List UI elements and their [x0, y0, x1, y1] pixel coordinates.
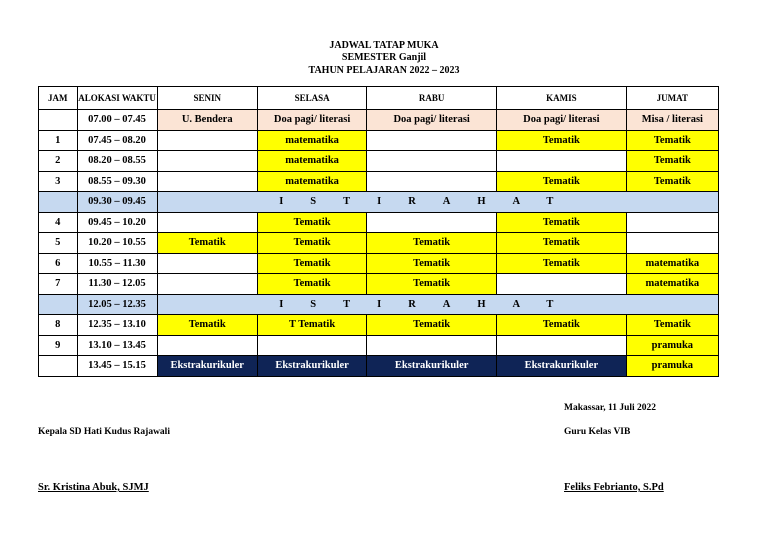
cell-waktu: 10.55 – 11.30: [77, 253, 157, 274]
cell-jam: 5: [39, 233, 78, 254]
cell-selasa: Doa pagi/ literasi: [257, 110, 366, 131]
cell-jam: 7: [39, 274, 78, 295]
cell-waktu: 09.30 – 09.45: [77, 192, 157, 213]
cell-senin: Ekstrakurikuler: [157, 356, 257, 377]
cell-kamis: Tematik: [497, 253, 627, 274]
cell-jam: 9: [39, 335, 78, 356]
cell-rabu: [367, 212, 497, 233]
cell-senin: [157, 335, 257, 356]
cell-waktu: 08.55 – 09.30: [77, 171, 157, 192]
cell-selasa: matematika: [257, 130, 366, 151]
cell-selasa: Ekstrakurikuler: [257, 356, 366, 377]
cell-kamis: [497, 151, 627, 172]
table-row: [39, 335, 719, 356]
cell-waktu: 07.00 – 07.45: [77, 110, 157, 131]
schedule-table: [38, 86, 719, 377]
cell-kamis: [497, 274, 627, 295]
cell-jumat: Tematik: [626, 151, 718, 172]
cell-jumat: [626, 233, 718, 254]
table-row: [39, 294, 719, 315]
cell-senin: [157, 212, 257, 233]
cell-waktu: 11.30 – 12.05: [77, 274, 157, 295]
cell-rabu: [367, 171, 497, 192]
cell-waktu: 13.10 – 13.45: [77, 335, 157, 356]
cell-selasa: matematika: [257, 171, 366, 192]
cell-selasa: Tematik: [257, 274, 366, 295]
cell-rabu: [367, 151, 497, 172]
cell-jam: 4: [39, 212, 78, 233]
cell-senin: [157, 151, 257, 172]
cell-senin: [157, 130, 257, 151]
table-row: [39, 192, 719, 213]
table-row: [39, 356, 719, 377]
cell-selasa: matematika: [257, 151, 366, 172]
table-row: [39, 233, 719, 254]
academic-year-line: TAHUN PELAJARAN 2022 – 2023: [308, 65, 460, 76]
cell-rabu: Tematik: [367, 233, 497, 254]
principal-title: Kepala SD Hati Kudus Rajawali: [38, 427, 170, 437]
cell-kamis: Tematik: [497, 233, 627, 254]
cell-waktu: 08.20 – 08.55: [77, 151, 157, 172]
principal-signature-name: Sr. Kristina Abuk, SJMJ: [38, 482, 149, 493]
cell-rabu: Doa pagi/ literasi: [367, 110, 497, 131]
cell-jam: [39, 294, 78, 315]
cell-rabu: Tematik: [367, 274, 497, 295]
header-jumat: JUMAT: [626, 87, 718, 110]
header-jam: JAM: [39, 87, 78, 110]
cell-kamis: [497, 335, 627, 356]
cell-rabu: [367, 335, 497, 356]
cell-jam: 3: [39, 171, 78, 192]
cell-waktu: 10.20 – 10.55: [77, 233, 157, 254]
cell-senin: [157, 274, 257, 295]
cell-jumat: Tematik: [626, 130, 718, 151]
cell-kamis: Doa pagi/ literasi: [497, 110, 627, 131]
cell-jumat: Misa / literasi: [626, 110, 718, 131]
cell-rabu: Tematik: [367, 315, 497, 336]
header-alokasi-waktu: [77, 87, 157, 110]
cell-selasa: [257, 335, 366, 356]
cell-waktu: 09.45 – 10.20: [77, 212, 157, 233]
cell-rabu: Ekstrakurikuler: [367, 356, 497, 377]
cell-jam: [39, 192, 78, 213]
cell-kamis: Tematik: [497, 171, 627, 192]
table-row: [39, 212, 719, 233]
header-senin: SENIN: [157, 87, 257, 110]
break-cell: ISTIRAHAT: [157, 294, 718, 315]
table-row: [39, 253, 719, 274]
table-row: [39, 274, 719, 295]
cell-senin: [157, 171, 257, 192]
table-row: [39, 315, 719, 336]
cell-kamis: Tematik: [497, 315, 627, 336]
header-alokasi-text: ALOKASI WAKTU: [78, 92, 156, 103]
cell-jumat: pramuka: [626, 356, 718, 377]
cell-jam: 2: [39, 151, 78, 172]
cell-senin: Tematik: [157, 233, 257, 254]
cell-selasa: Tematik: [257, 233, 366, 254]
place-date: Makassar, 11 Juli 2022: [564, 403, 657, 413]
table-row: [39, 130, 719, 151]
cell-jam: 8: [39, 315, 78, 336]
cell-senin: [157, 253, 257, 274]
cell-rabu: Tematik: [367, 253, 497, 274]
cell-selasa: Tematik: [257, 253, 366, 274]
cell-waktu: 07.45 – 08.20: [77, 130, 157, 151]
table-header-row: [39, 87, 719, 110]
cell-selasa: T Tematik: [257, 315, 366, 336]
cell-jumat: Tematik: [626, 171, 718, 192]
cell-jam: [39, 356, 78, 377]
cell-jam: 1: [39, 130, 78, 151]
cell-jumat: Tematik: [626, 315, 718, 336]
cell-jumat: [626, 212, 718, 233]
cell-jumat: matematika: [626, 274, 718, 295]
cell-waktu: 12.05 – 12.35: [77, 294, 157, 315]
cell-kamis: Tematik: [497, 130, 627, 151]
cell-waktu: 13.45 – 15.15: [77, 356, 157, 377]
cell-jam: [39, 110, 78, 131]
cell-waktu: 12.35 – 13.10: [77, 315, 157, 336]
cell-kamis: Ekstrakurikuler: [497, 356, 627, 377]
cell-kamis: Tematik: [497, 212, 627, 233]
header-selasa: SELASA: [257, 87, 366, 110]
cell-jumat: pramuka: [626, 335, 718, 356]
table-row: [39, 171, 719, 192]
table-row: [39, 151, 719, 172]
teacher-signature-name: Feliks Febrianto, S.Pd: [564, 482, 664, 493]
header-rabu: RABU: [367, 87, 497, 110]
cell-senin: Tematik: [157, 315, 257, 336]
break-cell: ISTIRAHAT: [157, 192, 718, 213]
header-kamis: KAMIS: [497, 87, 627, 110]
cell-senin: U. Bendera: [157, 110, 257, 131]
semester-line: SEMESTER Ganjil: [341, 52, 427, 63]
cell-jumat: matematika: [626, 253, 718, 274]
table-row: [39, 110, 719, 131]
cell-rabu: [367, 130, 497, 151]
schedule-title: JADWAL TATAP MUKA: [329, 40, 439, 51]
cell-jam: 6: [39, 253, 78, 274]
cell-selasa: Tematik: [257, 212, 366, 233]
teacher-title: Guru Kelas VIB: [564, 427, 631, 437]
